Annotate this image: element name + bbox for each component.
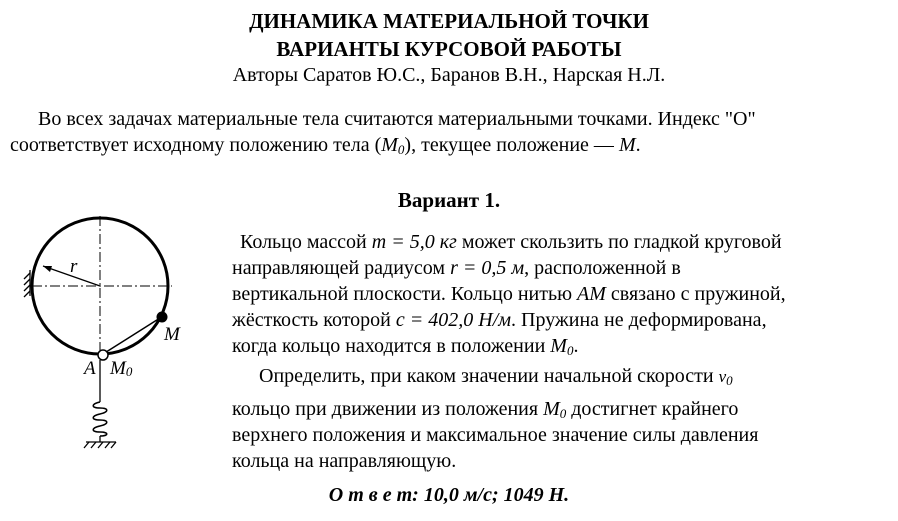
- wall-hatch: [24, 270, 30, 297]
- point-m: [157, 312, 168, 323]
- base-hatch: [84, 442, 116, 448]
- task-line-3: вертикальной плоскости. Кольцо нитью AM связано с пружиной,: [232, 283, 786, 305]
- title-line-2: ВАРИАНТЫ КУРСОВОЙ РАБОТЫ: [276, 37, 622, 61]
- title-line-1: ДИНАМИКА МАТЕРИАЛЬНОЙ ТОЧКИ: [249, 9, 649, 33]
- task-line-4: жёсткость которой c = 402,0 Н/м. Пружина не деформирована,: [232, 309, 767, 331]
- ring-m0: [98, 350, 108, 360]
- task-line-8: верхнего положения и максимальное значение силы давления: [232, 424, 759, 446]
- task-line-1: Кольцо массой m = 5,0 кг может скользить по гладкой круговой: [240, 231, 782, 253]
- authors: Авторы Саратов Ю.С., Баранов В.Н., Нарская Н.Л.: [232, 64, 666, 86]
- label-a: A: [84, 358, 96, 379]
- intro-line-2: соответствует исходному положению тела $(M_0)$, текущее положение — M.: [10, 134, 641, 157]
- task-line-7: кольцо при движении из положения $M_0$ достигнет крайнего: [232, 398, 739, 421]
- variant-title: Вариант 1.: [397, 188, 501, 212]
- task-line-9: кольца на направляющую.: [232, 450, 457, 472]
- task-line-5: когда кольцо находится в положении $M_0$.: [232, 335, 579, 358]
- thread-am: [103, 318, 160, 354]
- answer-line: О т в е т: 10,0 м/с; 1049 Н.: [328, 484, 570, 506]
- intro-line-1: Во всех задачах материальные тела считаются материальными точками. Индекс "О": [38, 108, 756, 130]
- spring-coil: [93, 402, 107, 436]
- task-line-2: направляющей радиусом r = 0,5 м, расположенной в: [232, 257, 681, 279]
- label-r: r: [70, 256, 78, 277]
- label-m: M: [164, 324, 180, 345]
- label-m0: M0: [110, 358, 133, 379]
- radius-arrowhead: [43, 266, 52, 272]
- ring-spring-figure: [0, 210, 230, 450]
- task-line-6: Определить, при каком значении начальной скорости $v_0$: [259, 365, 733, 388]
